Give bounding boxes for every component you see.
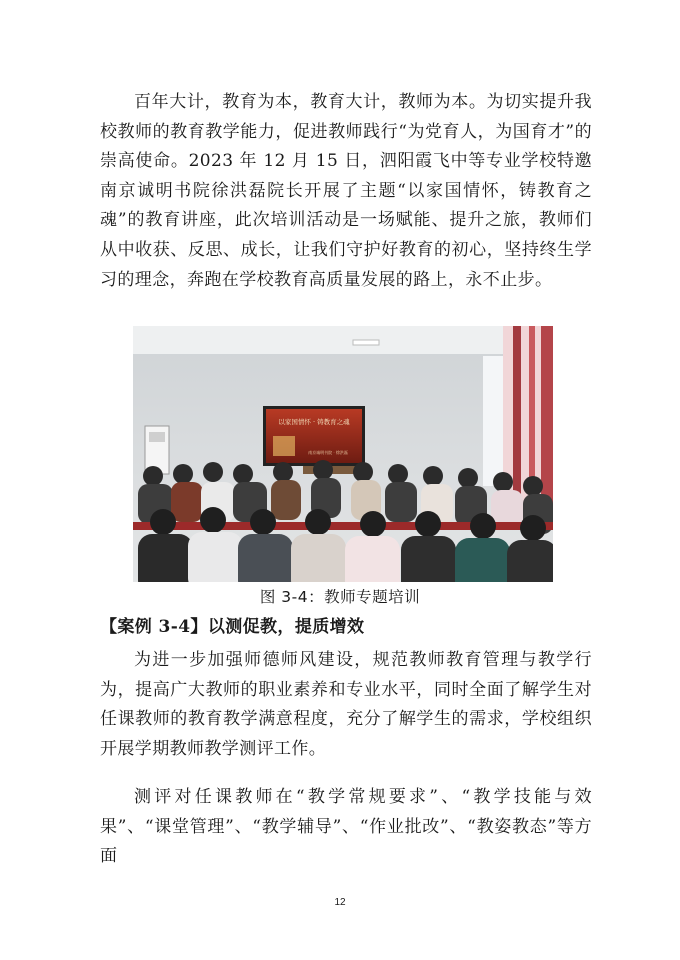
screen-subtitle: 南京诚明书院 · 徐洪磊 [308, 450, 348, 455]
page-number: 12 [334, 897, 346, 908]
training-photo [133, 326, 553, 582]
figure-caption: 图 3-4：教师专题培训 [259, 588, 421, 606]
body-paragraph-3: 测评对任课教师在“教学常规要求”、“教学技能与效果”、“课堂管理”、“教学辅导”、“作业批改”、“教姿教态”等方面 [100, 787, 592, 867]
intro-paragraph: 百年大计，教育为本，教育大计，教师为本。为切实提升我校教师的教育教学能力，促进教师践行“为党育人，为国育才”的崇高使命。2023 年 12 月 15 日，泗阳霞飞中等专业学校特邀南京诚明书院徐洪磊院长开展了主题“以家国情怀，铸教育之魂”的教育讲座，此次培训活动是一场赋能、提升之旅，教师们从中收获、反思、成长，让我们守护好教育的初心，坚持终生学习的理念，奔跑在学校教育高质量发展的路上，永不止步。 [100, 92, 592, 290]
body-paragraph-2: 为进一步加强师德师风建设，规范教师教育管理与教学行为，提高广大教师的职业素养和专业水平，同时全面了解学生对任课教师的教育教学满意程度，充分了解学生的需求，学校组织开展学期教师教学测评工作。 [100, 650, 592, 759]
section-heading: 【案例 3-4】以测促教，提质增效 [100, 617, 365, 637]
screen-title: 以家国情怀 · 铸教育之魂 [278, 418, 350, 426]
